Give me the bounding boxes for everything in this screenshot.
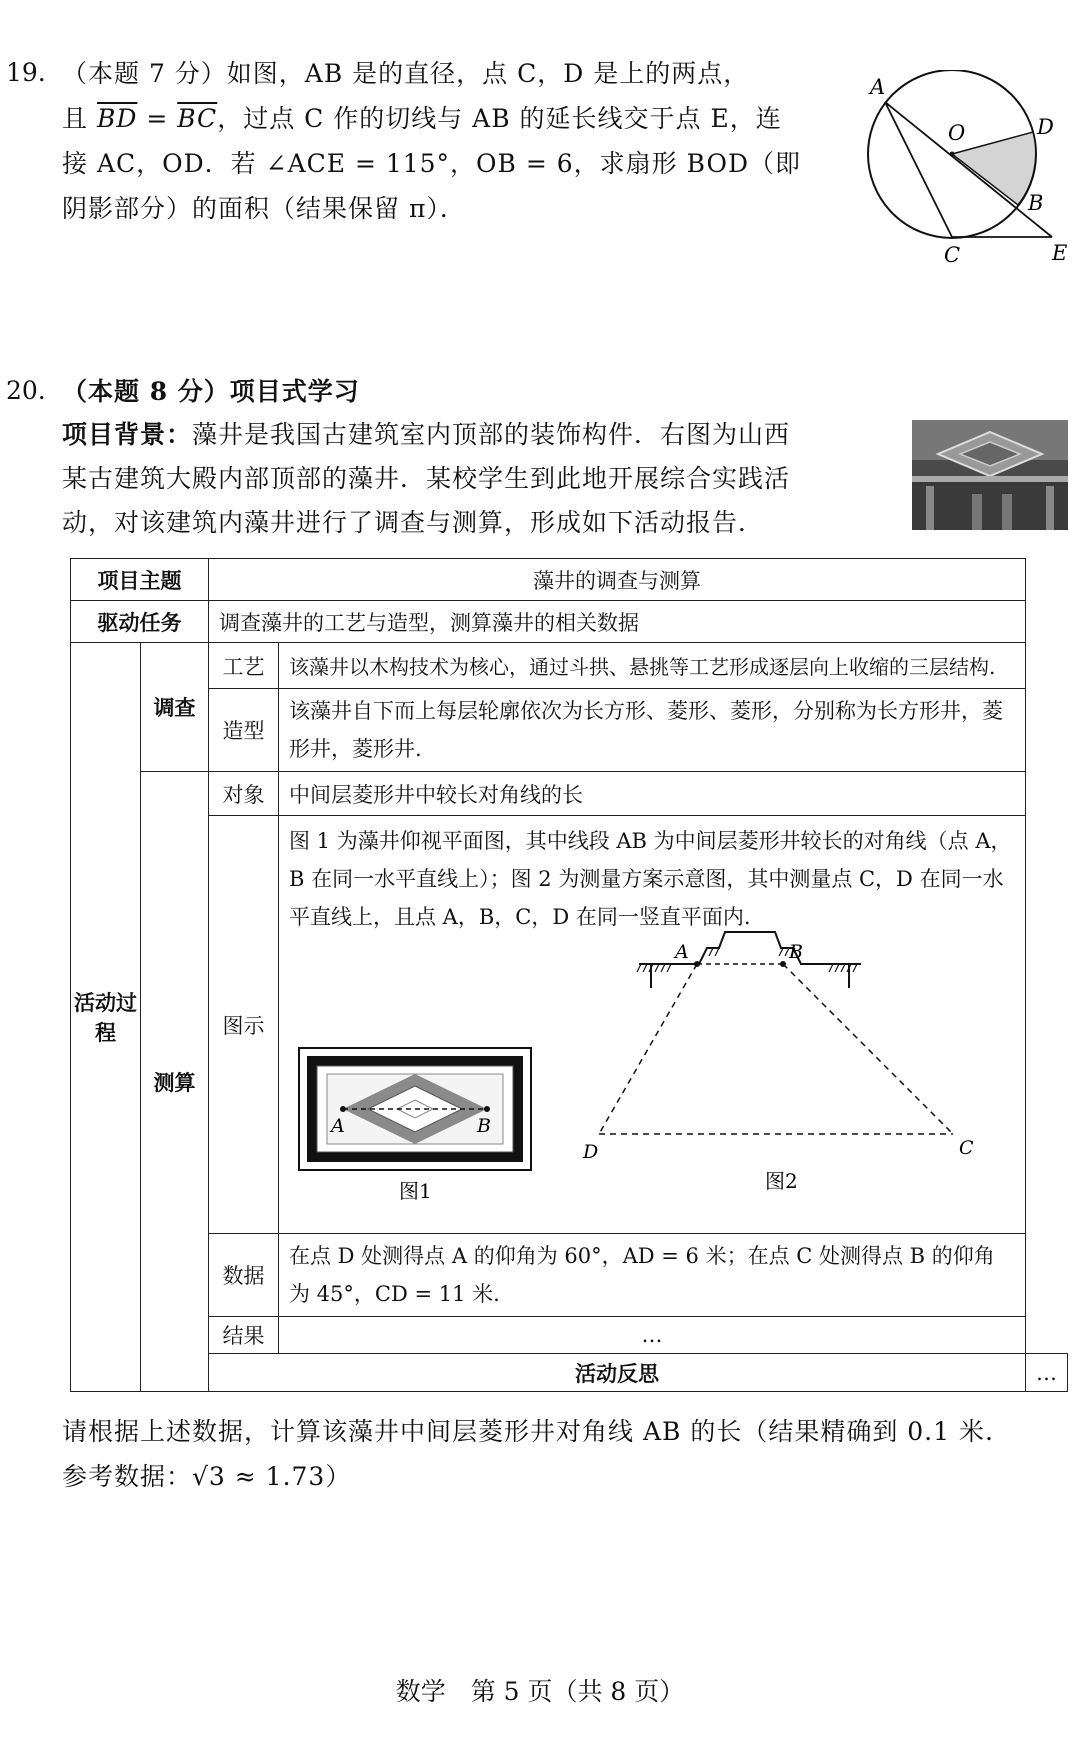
survey-label: 调查 <box>141 643 209 772</box>
q20-bg-line1 <box>62 413 790 457</box>
theme-label: 项目主题 <box>71 559 209 601</box>
data-value: 在点 D 处测得点 A 的仰角为 60°，AD = 6 米；在点 C 处测得点 B 的仰角为 45°，CD = 11 米. <box>279 1234 1026 1317</box>
svg-text:A: A <box>675 941 689 963</box>
label-c: C <box>944 243 961 267</box>
q20-bg-line3: 动，对该建筑内藻井进行了调查与测算，形成如下活动报告． <box>62 508 765 537</box>
fig1-caption: 图1 <box>399 1179 432 1203</box>
page-footer: 数学 第 5 页（共 8 页） <box>395 1677 685 1706</box>
figure-2 <box>579 926 999 1206</box>
caisson-photo <box>912 420 1068 530</box>
reflect-value: … <box>1026 1354 1068 1392</box>
result-label: 结果 <box>209 1317 279 1354</box>
svg-text:B: B <box>477 1115 491 1137</box>
arc-bc: $\overline{BC}$ <box>177 104 218 133</box>
svg-text:B: B <box>789 941 803 963</box>
svg-text:A: A <box>331 1115 345 1137</box>
svg-text:D: D <box>583 1141 599 1163</box>
q19-line4: 阴影部分）的面积（结果保留 π）． <box>62 194 466 223</box>
task-value: 调查藻井的工艺与造型，测算藻井的相关数据 <box>209 601 1026 643</box>
result-value: … <box>279 1317 1026 1354</box>
bg-label: 项目背景： <box>62 420 193 449</box>
object-label: 对象 <box>209 772 279 816</box>
row-figure <box>71 816 1068 1234</box>
figure-1 <box>297 1046 533 1206</box>
q20-bg-line2: 某古建筑大殿内部顶部的藻井．某校学生到此地开展综合实践活 <box>62 464 791 493</box>
process-label: 活动过程 <box>71 643 141 1392</box>
data-label: 数据 <box>209 1234 279 1317</box>
q19-number: 19. <box>6 58 46 87</box>
q19-line1: （本题 7 分）如图，AB 是的直径，点 C，D 是上的两点， <box>62 59 750 88</box>
bg-line1-text: 藻井是我国古建筑室内顶部的装饰构件．右图为山西 <box>192 420 791 449</box>
activity-report-table <box>70 558 1068 1392</box>
figure-cell <box>279 816 1026 1234</box>
figure-desc: 图 1 为藻井仰视平面图，其中线段 AB 为中间层菱形井较长的对角线（点 A，B 在同一水平直线上）；图 2 为测量方案示意图，其中测量点 C，D 在同一水平直线上，且点 A，B，C，D 在同一竖直平面内. <box>289 829 1012 929</box>
row-data <box>71 1234 1068 1317</box>
label-o: O <box>948 121 966 145</box>
figure-label: 图示 <box>209 816 279 1234</box>
label-d: D <box>1037 115 1054 139</box>
fig2-caption: 图2 <box>765 1169 798 1193</box>
reflect-label: 活动反思 <box>209 1354 1026 1392</box>
row-shape <box>71 689 1068 772</box>
row-reflect <box>71 1354 1068 1392</box>
q20-title-text: （本题 8 分）项目式学习 <box>62 377 360 406</box>
row-task <box>71 601 1068 643</box>
q19-line3: 接 AC，OD．若 ∠ACE = 115°，OB = 6，求扇形 BOD（即 <box>62 149 801 178</box>
label-a: A <box>870 75 886 99</box>
q20-question-line2: 参考数据：√3 ≈ 1.73） <box>62 1462 352 1491</box>
calc-label: 测算 <box>141 772 209 1392</box>
craft-value: 该藻井以木构技术为核心，通过斗拱、悬挑等工艺形成逐层向上收缩的三层结构. <box>279 643 1026 689</box>
svg-text:C: C <box>959 1137 974 1159</box>
shape-value: 该藻井自下而上每层轮廓依次为长方形、菱形、菱形，分别称为长方形井，菱形井，菱形井. <box>279 689 1026 772</box>
craft-label: 工艺 <box>209 643 279 689</box>
q19-circle-figure <box>860 70 1070 270</box>
task-label: 驱动任务 <box>71 601 209 643</box>
q20-title <box>62 370 360 414</box>
q19-line2 <box>62 97 782 141</box>
arc-bd: $\overline{BD}$ <box>96 104 138 133</box>
label-e: E <box>1052 241 1068 265</box>
row-theme <box>71 559 1068 601</box>
q20-number: 20. <box>6 376 46 405</box>
q20-question-line1: 请根据上述数据，计算该藻井中间层菱形井对角线 AB 的长（结果精确到 0.1 米. <box>62 1417 994 1446</box>
q19-line2-start: 且 <box>62 104 97 133</box>
q19-line2-end: ，过点 C 作的切线与 AB 的延长线交于点 E，连 <box>217 104 782 133</box>
center-point <box>950 152 955 157</box>
row-object <box>71 772 1068 816</box>
label-b: B <box>1028 191 1044 215</box>
object-value: 中间层菱形井中较长对角线的长 <box>279 772 1026 816</box>
row-result <box>71 1317 1068 1354</box>
equals-sign: = <box>137 104 178 133</box>
row-craft <box>71 643 1068 689</box>
shape-label: 造型 <box>209 689 279 772</box>
theme-value: 藻井的调查与测算 <box>209 559 1026 601</box>
